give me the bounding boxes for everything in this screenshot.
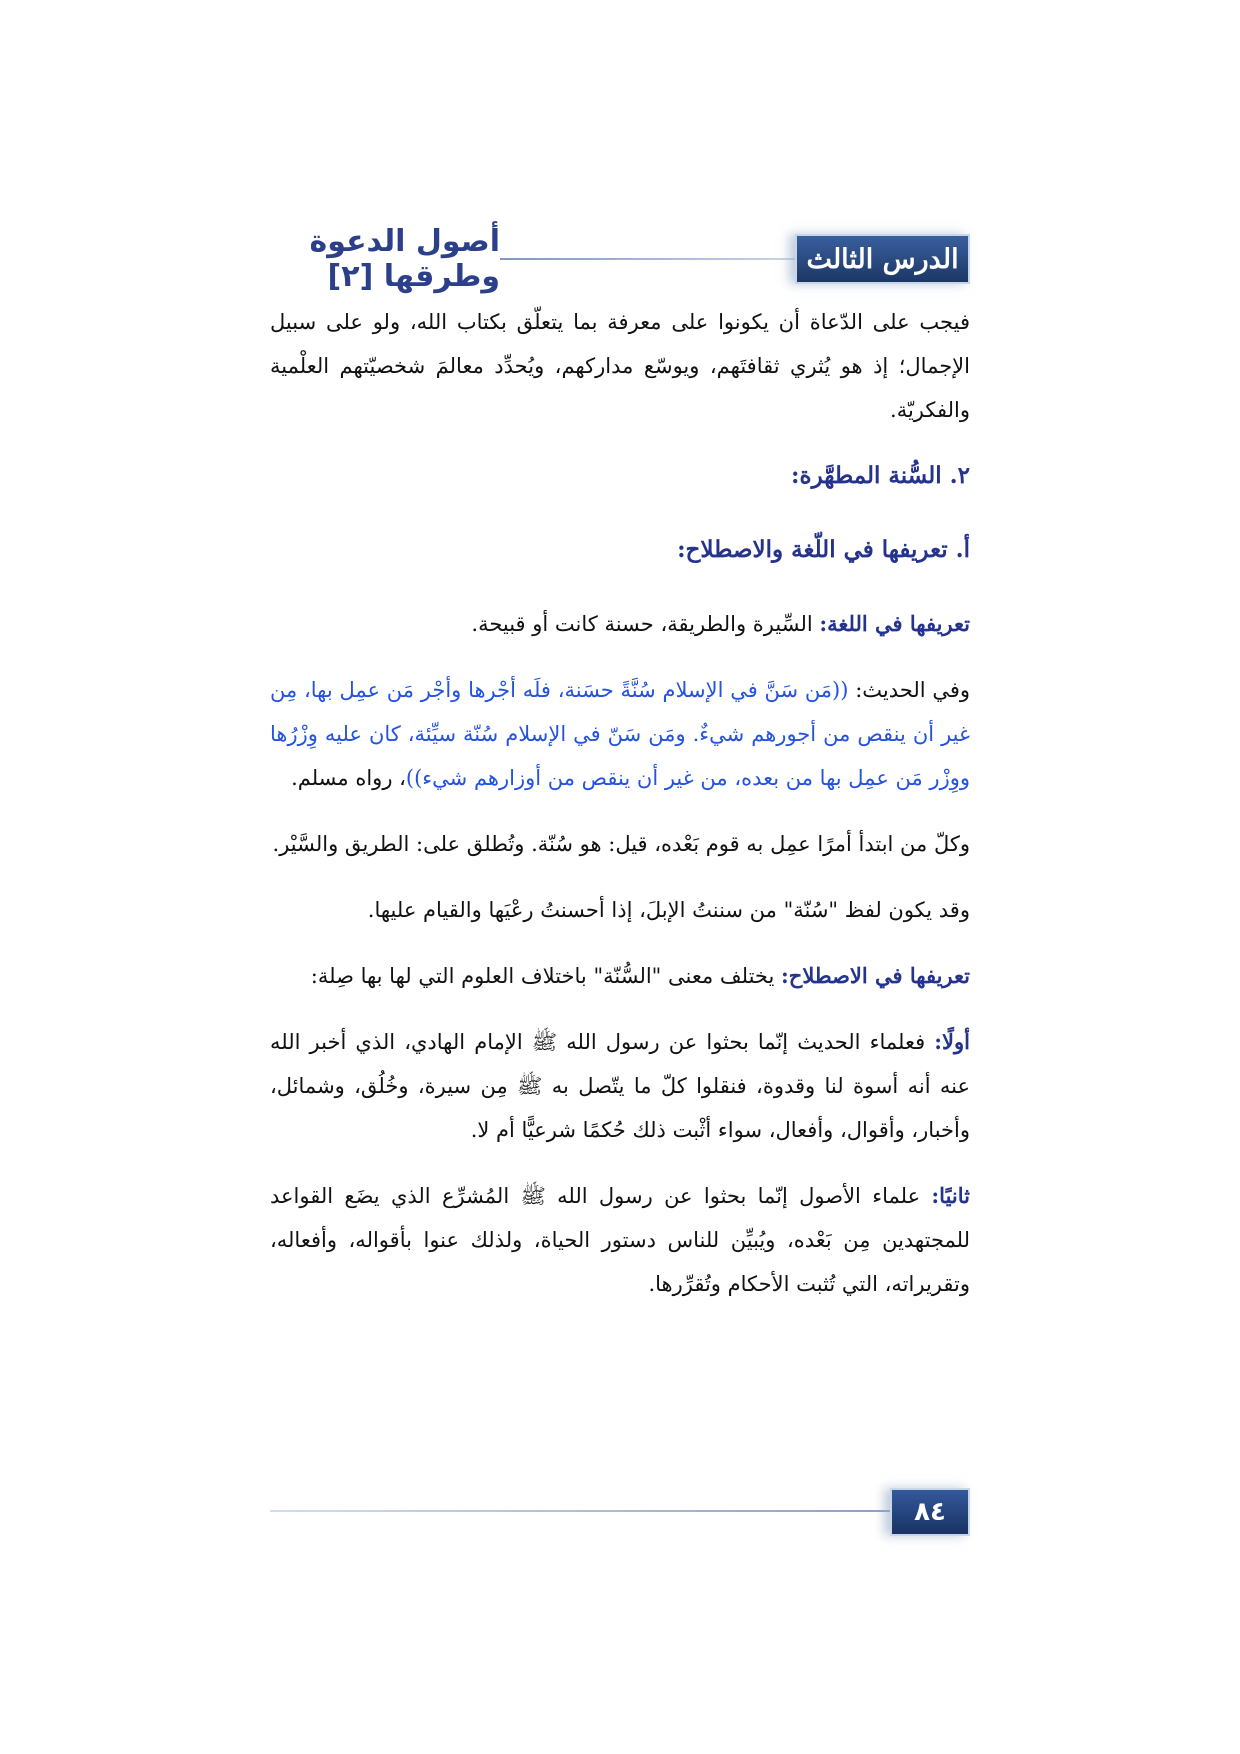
language-definition xyxy=(270,602,970,646)
subsection-heading-definition: أ. تعريفها في اللّغة والاصطلاح: xyxy=(677,536,970,563)
technical-definition xyxy=(270,954,970,998)
page-header xyxy=(270,224,970,294)
page-footer xyxy=(270,1488,970,1538)
second-point-text: علماء الأصول إنّما بحثوا عن رسول الله ﷺ المُشرِّع الذي يضَع القواعد للمجتهدين مِن بَعْده، ويُبيِّن للناس دستور الحياة، ولذلك عنوا بأقواله، وأفعاله، وتقريراته، التي تُثبت الأحكام وتُقرِّرها. xyxy=(270,1184,970,1296)
second-point xyxy=(270,1174,970,1306)
language-definition-label: تعريفها في اللغة: xyxy=(819,611,970,636)
hadith-quote: ((مَن سَنَّ في الإسلام سُنَّةً حسَنة، فلَه أجْرها وأجْر مَن عمِل بها، مِن غير أن ينقص من أجورهم شيءٌ. ومَن سَنّ في الإسلام سُنّة سيِّئة، كان عليه وِزْرُها ووِزْر مَن عمِل بها من بعده، من غير أن ينقص من أوزارهم شيء)) xyxy=(270,678,970,790)
book-title: أصول الدعوة وطرقها [٢] xyxy=(309,224,500,294)
technical-definition-text: يختلف معنى "السُّنّة" باختلاف العلوم التي لها بها صِلة: xyxy=(310,964,782,988)
page-number: ٨٤ xyxy=(890,1488,970,1536)
first-point xyxy=(270,1020,970,1152)
intro-paragraph: فيجب على الدّعاة أن يكونوا على معرفة بما يتعلّق بكتاب الله، ولو على سبيل الإجمال؛ إذ هو يُثري ثقافتَهم، ويوسّع مداركهم، ويُحدِّد معالمَ شخصيّتهم العلْمية والفكريّة. xyxy=(270,310,970,422)
first-point-label: أولًا: xyxy=(934,1029,970,1054)
header-divider xyxy=(500,258,795,260)
page-body xyxy=(270,300,970,1328)
first-point-text: فعلماء الحديث إنّما بحثوا عن رسول الله ﷺ الإمام الهادي، الذي أخبر الله عنه أنه أسوة لنا وقدوة، فنقلوا كلّ ما يتّصل به ﷺ مِن سيرة، وخُلُق، وشمائل، وأخبار، وأقوال، وأفعال، سواء أثْبت ذلك حُكمًا شرعيًّا أم لا. xyxy=(270,1030,970,1142)
hadith-paragraph xyxy=(270,668,970,800)
technical-definition-label: تعريفها في الاصطلاح: xyxy=(781,963,970,988)
lesson-label: الدرس الثالث xyxy=(795,234,970,284)
hadith-intro: وفي الحديث: xyxy=(848,678,970,702)
language-definition-text: السِّيرة والطريقة، حسنة كانت أو قبيحة. xyxy=(471,612,820,636)
section-heading-sunnah: ٢. السُّنة المطهَّرة: xyxy=(791,462,970,489)
hadith-source: ، رواه مسلم. xyxy=(291,766,406,790)
sunnah-meaning-paragraph: وكلّ من ابتدأ أمرًا عمِل به قوم بَعْده، قيل: هو سُنّة. وتُطلق على: الطريق والسَّيْر. xyxy=(272,832,970,856)
second-point-label: ثانيًا: xyxy=(931,1183,970,1208)
sunnah-etymology-paragraph: وقد يكون لفظ "سُنّة" من سننتُ الإبلَ، إذا أحسنتُ رعْيَها والقيام عليها. xyxy=(367,898,970,922)
footer-divider xyxy=(270,1510,890,1512)
